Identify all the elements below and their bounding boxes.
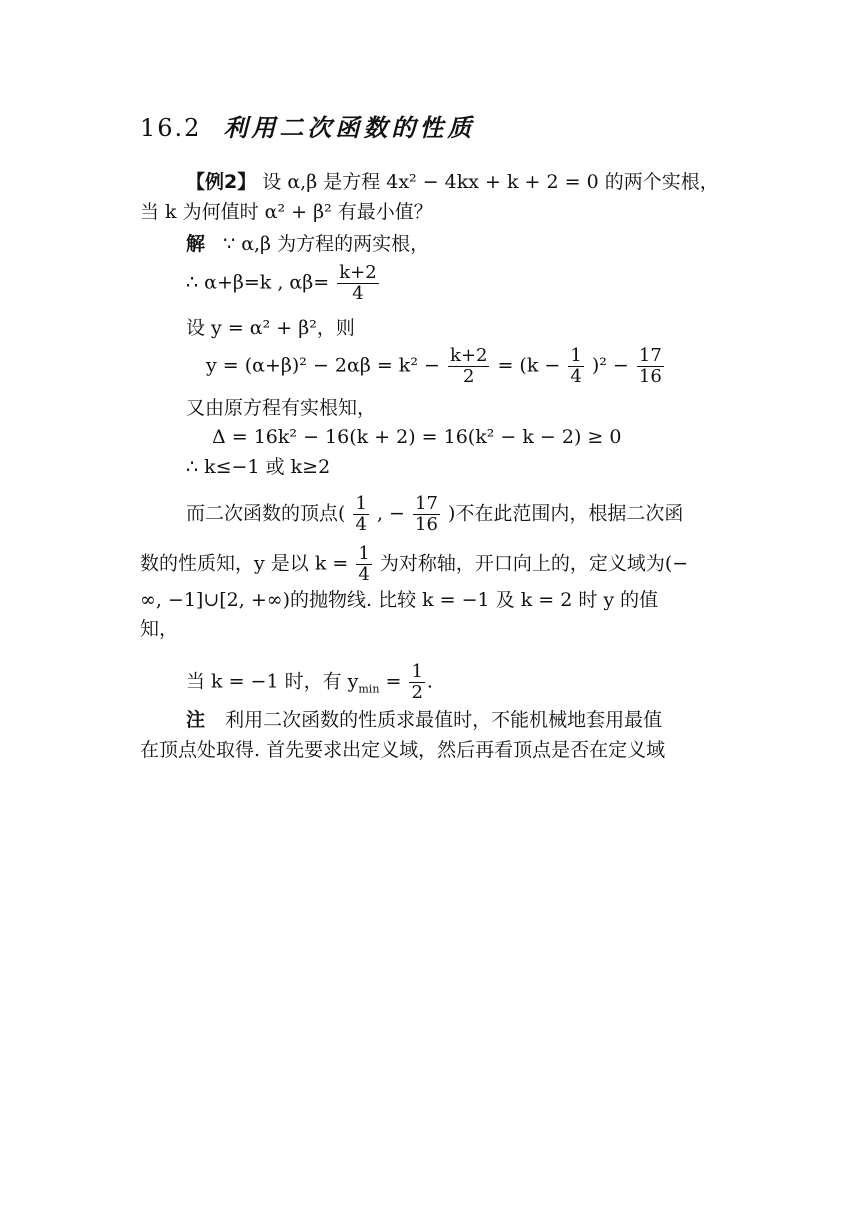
ymin-subscript: min — [358, 682, 380, 696]
vieta-line — [186, 263, 381, 304]
denominator: 2 — [411, 682, 423, 703]
know-line — [140, 617, 178, 641]
note-label: 注 — [186, 709, 206, 731]
y-expansion-mid: = (k − — [497, 354, 561, 377]
fraction-17-over-16 — [413, 494, 440, 535]
numerator: 17 — [415, 493, 438, 514]
example-tag: 【例2】 — [186, 171, 257, 193]
note-text-1: 利用二次函数的性质求最值时，不能机械地套用最值 — [225, 709, 663, 731]
denominator: 4 — [355, 514, 367, 535]
k-range-line — [186, 455, 330, 479]
example-line-1 — [186, 170, 719, 194]
vertex-suffix: )不在此范围内，根据二次函 — [447, 502, 684, 525]
denominator: 2 — [462, 366, 475, 387]
y-expansion-text: y = (α+β)² − 2αβ = k² − — [206, 354, 440, 377]
example-text-2: 当 k 为何值时 α² + β² 有最小值？ — [140, 201, 433, 223]
minimum-line — [186, 662, 433, 703]
fraction-k-plus-2-over-2 — [448, 346, 489, 387]
set-y-line — [186, 316, 355, 340]
vertex-line — [186, 494, 683, 535]
numerator: k+2 — [449, 345, 488, 366]
fraction-1-over-2 — [409, 662, 424, 703]
k-range-text: ∴ k≤−1 或 k≥2 — [186, 456, 331, 478]
property-line — [140, 544, 688, 585]
note-line-2 — [140, 738, 665, 762]
numerator: 17 — [638, 345, 662, 366]
domain-line — [140, 588, 658, 612]
vieta-text: ∴ α+β=k , αβ= — [186, 271, 330, 294]
fraction-k-plus-2-over-4 — [337, 263, 378, 304]
period: . — [426, 670, 433, 693]
vertex-prefix: 而二次函数的顶点( — [186, 502, 346, 525]
domain-text: ∞, −1]∪[2, +∞)的抛物线. 比较 k = −1 及 k = 2 时 y 的值 — [140, 589, 659, 611]
numerator: 1 — [411, 661, 423, 682]
solution-line-because — [186, 232, 429, 256]
fraction-1-over-4 — [356, 544, 371, 585]
fraction-1-over-4 — [353, 494, 368, 535]
minimum-prefix: 当 k = −1 时，有 y — [186, 670, 359, 693]
fraction-17-over-16 — [637, 346, 664, 387]
discriminant-line — [212, 425, 621, 449]
fraction-1-over-4 — [568, 346, 583, 387]
property-prefix: 数的性质知，y 是以 k = — [140, 552, 349, 575]
real-root-text: 又由原方程有实根知， — [186, 397, 377, 419]
note-line-1 — [186, 708, 662, 732]
property-suffix: 为对称轴，开口向上的，定义域为(− — [379, 552, 689, 575]
numerator: 1 — [358, 543, 370, 564]
denominator: 4 — [358, 564, 370, 585]
note-text-2: 在顶点处取得. 首先要求出定义域，然后再看顶点是否在定义域 — [140, 739, 666, 761]
section-number: 16.2 — [140, 114, 202, 142]
denominator: 4 — [570, 366, 582, 387]
set-y-text: 设 y = α² + β²，则 — [186, 317, 355, 339]
example-text-1: 设 α,β 是方程 4x² − 4kx + k + 2 = 0 的两个实根， — [262, 171, 719, 193]
numerator: k+2 — [339, 262, 377, 283]
solution-label: 解 — [186, 233, 206, 255]
denominator: 16 — [638, 366, 662, 387]
example-line-2 — [140, 200, 433, 224]
section-heading — [140, 113, 476, 142]
y-expansion-line — [206, 346, 666, 387]
denominator: 16 — [415, 514, 438, 535]
real-root-line — [186, 396, 376, 420]
section-title: 利用二次函数的性质 — [223, 113, 476, 142]
discriminant-text: Δ = 16k² − 16(k + 2) = 16(k² − k − 2) ≥ 0 — [212, 426, 622, 448]
vertex-comma: , − — [376, 502, 405, 525]
minimum-equals: = — [379, 670, 402, 693]
know-text: 知， — [140, 618, 179, 640]
denominator: 4 — [352, 283, 364, 304]
numerator: 1 — [355, 493, 367, 514]
y-expansion-mid2: )² − — [591, 354, 629, 377]
because-text: ∵ α,β 为方程的两实根， — [223, 233, 430, 255]
numerator: 1 — [570, 345, 582, 366]
